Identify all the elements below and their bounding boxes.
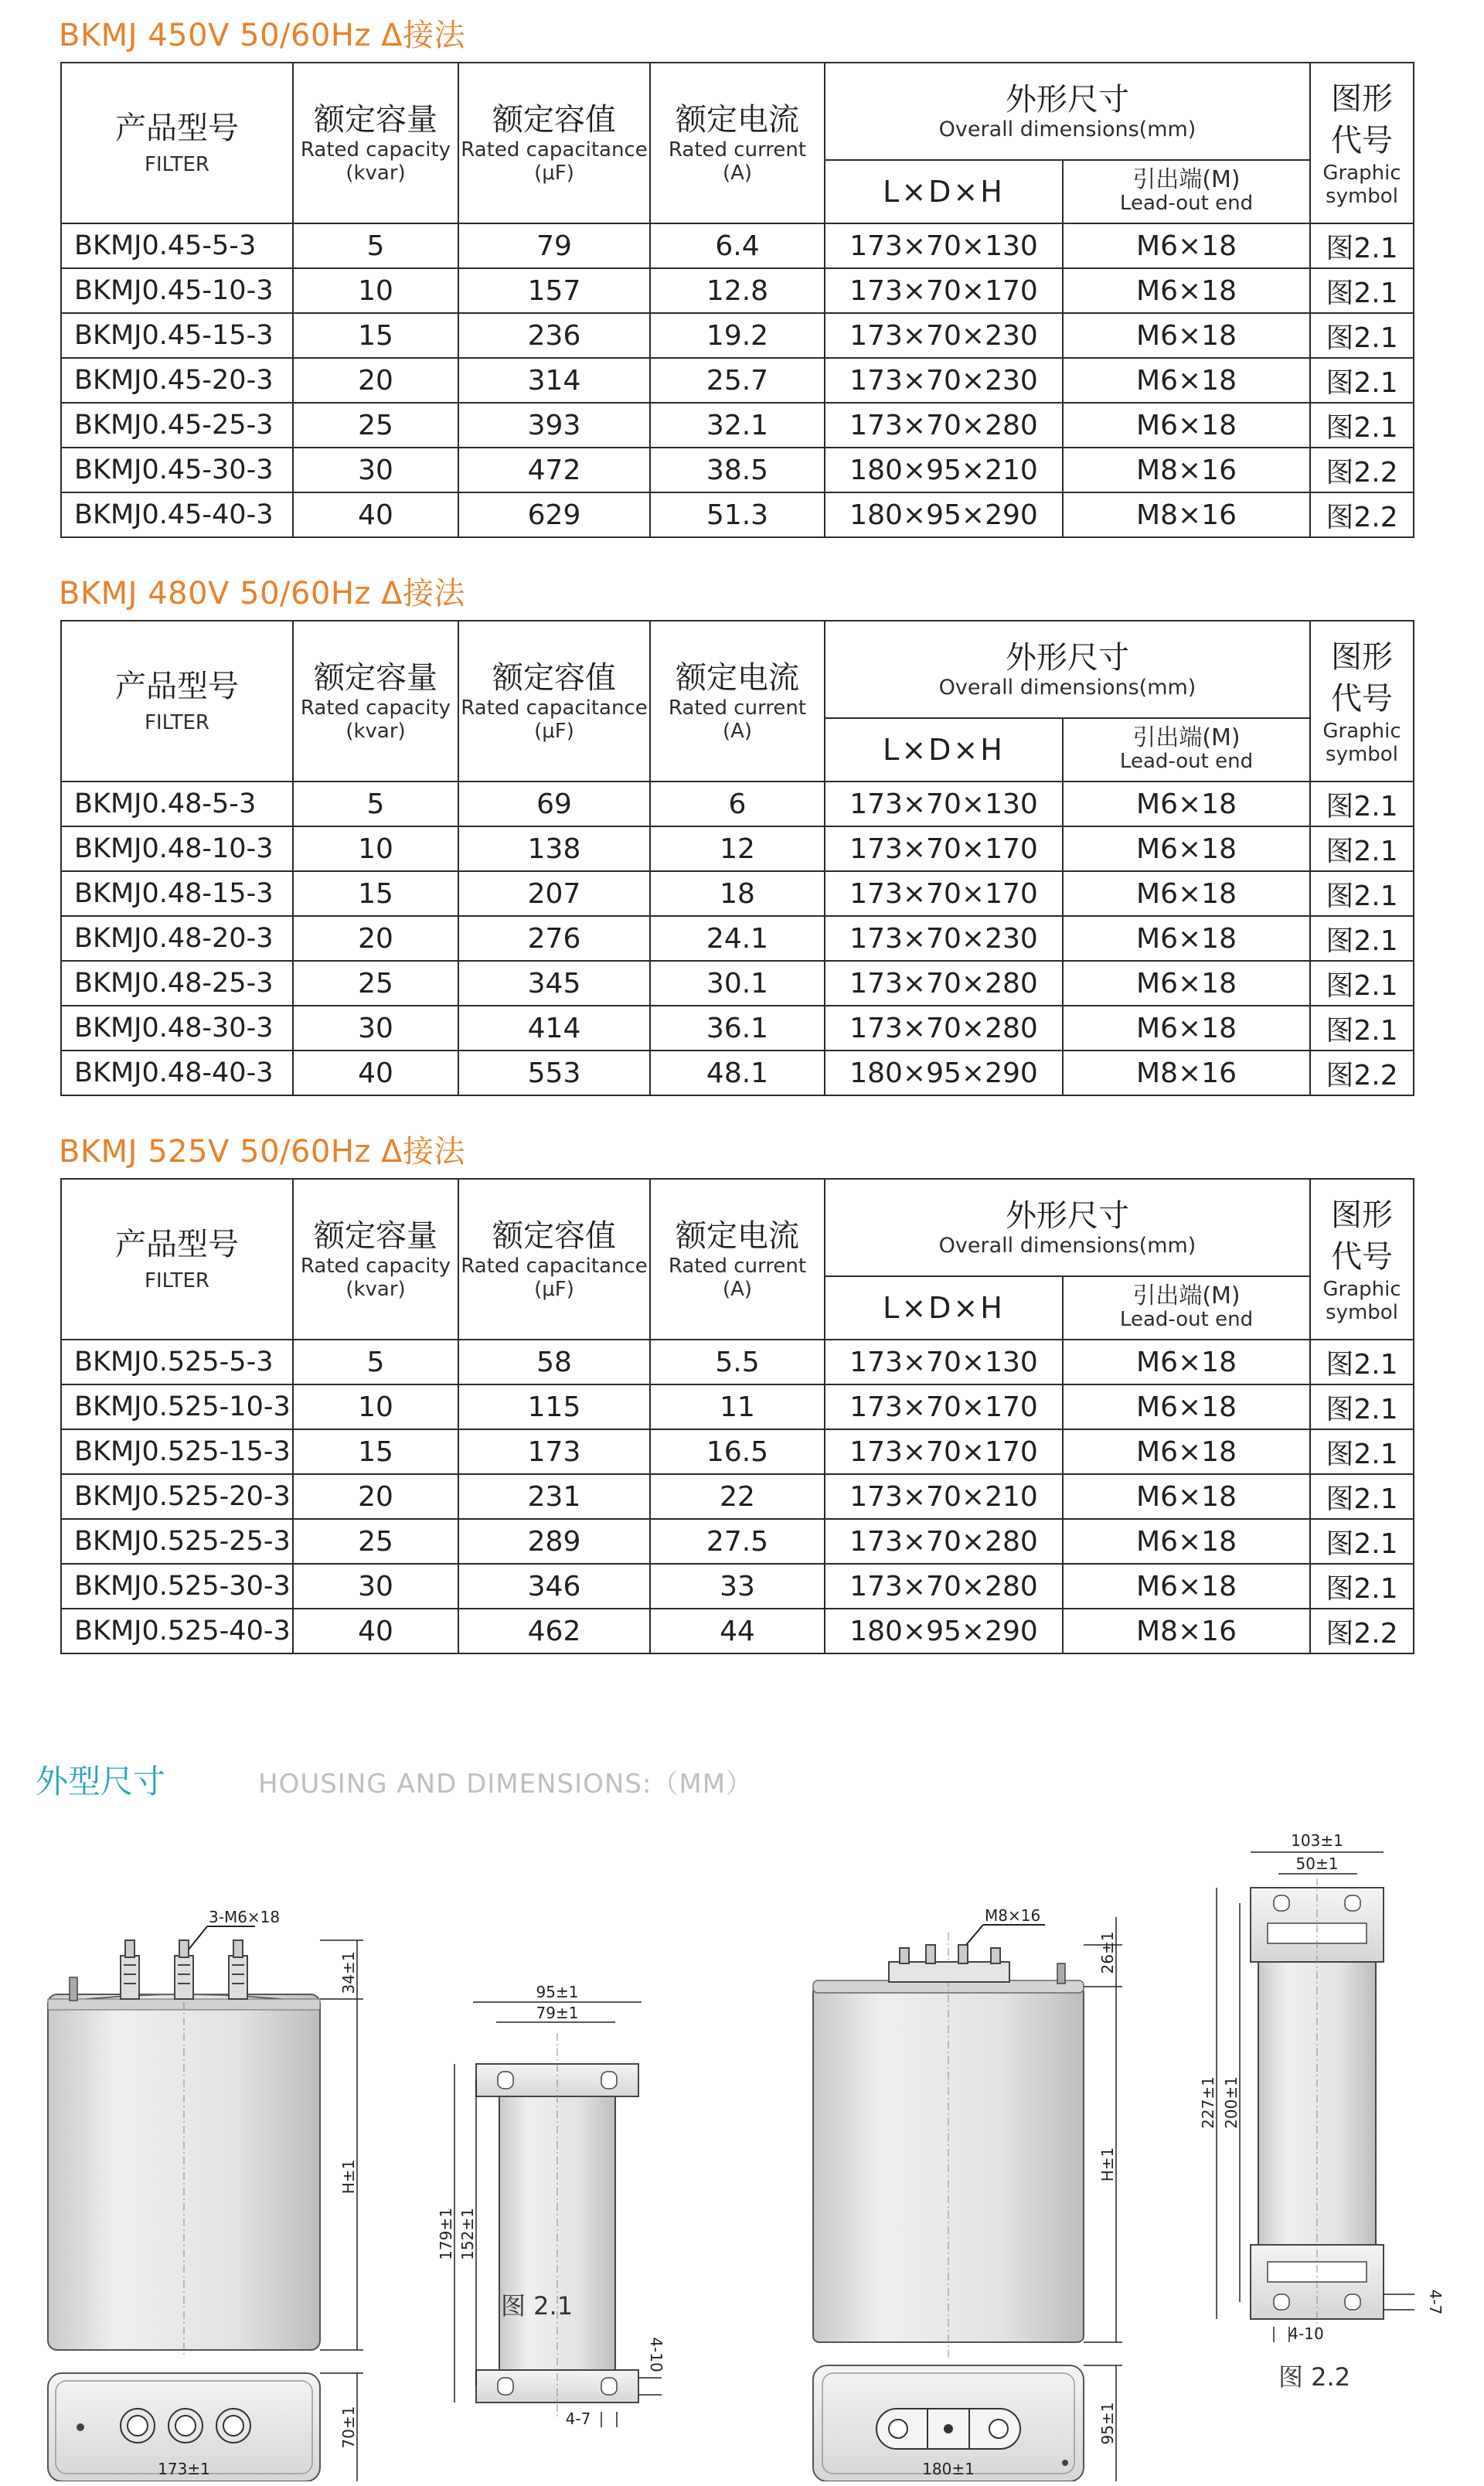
cell-capacity: 30 [293, 1006, 458, 1051]
cell-capacitance: 345 [458, 961, 650, 1006]
dimensions-title-zh: 外型尺寸 [36, 1762, 166, 1800]
cell-model: BKMJ0.48-25-3 [61, 961, 293, 1006]
fig22-top-dim: 26±1 [1098, 1931, 1117, 1974]
cell-current: 36.1 [650, 1006, 825, 1051]
header-current: 额定电流 Rated current (A) [650, 63, 825, 223]
header-capacity: 额定容量 Rated capacity (kvar) [293, 1179, 458, 1340]
header-graphic: 图形 代号 Graphic symbol [1310, 63, 1414, 223]
header-leadout: 引出端(M) Lead-out end [1063, 160, 1310, 223]
fig22-length-outer: 227±1 [1199, 2076, 1217, 2129]
cell-graphic: 图2.1 [1310, 782, 1414, 826]
cell-model: BKMJ0.525-15-3 [61, 1429, 293, 1474]
table-header-row [61, 1179, 1414, 1276]
cell-capacity: 25 [293, 403, 458, 448]
cell-leadout: M6×18 [1063, 1006, 1310, 1051]
cell-graphic: 图2.2 [1310, 1609, 1414, 1653]
header-dimensions: 外形尺寸 Overall dimensions(mm) [825, 63, 1310, 160]
fig21-depth-dim: 70±1 [339, 2406, 358, 2449]
cell-current: 12 [650, 826, 825, 871]
cell-leadout: M6×18 [1063, 1384, 1310, 1429]
cell-model: BKMJ0.525-10-3 [61, 1384, 293, 1429]
cell-graphic: 图2.1 [1310, 1340, 1414, 1384]
header-capacity: 额定容量 Rated capacity (kvar) [293, 621, 458, 782]
fig22-terminal-posts [889, 1945, 1065, 1984]
fig21-length-inner: 152±1 [458, 2208, 477, 2260]
cell-current: 16.5 [650, 1429, 825, 1474]
cell-model: BKMJ0.45-25-3 [61, 403, 293, 448]
cell-dimensions: 173×70×230 [825, 313, 1063, 358]
cell-model: BKMJ0.525-5-3 [61, 1340, 293, 1384]
cell-capacitance: 79 [458, 223, 650, 268]
cell-capacity: 20 [293, 1474, 458, 1519]
header-dimensions: 外形尺寸 Overall dimensions(mm) [825, 1179, 1310, 1276]
fig21-side-view [437, 1983, 665, 2428]
cell-leadout: M8×16 [1063, 492, 1310, 537]
table-row [61, 492, 1414, 537]
cell-capacitance: 289 [458, 1519, 650, 1564]
terminal-posts [70, 1940, 247, 2001]
table-row [61, 268, 1414, 313]
fig22-length-inner: 200±1 [1222, 2076, 1241, 2129]
dimensions-title-en: HOUSING AND DIMENSIONS:（MM） [258, 1769, 754, 1800]
cell-leadout: M6×18 [1063, 403, 1310, 448]
header-model: 产品型号 FILTER [61, 63, 293, 223]
header-leadout: 引出端(M) Lead-out end [1063, 718, 1310, 782]
fig21-width-dim: 173±1 [158, 2460, 210, 2478]
cell-dimensions: 173×70×280 [825, 1519, 1063, 1564]
cell-current: 19.2 [650, 313, 825, 358]
cell-graphic: 图2.1 [1310, 358, 1414, 403]
cell-dimensions: 173×70×230 [825, 916, 1063, 961]
cell-capacitance: 553 [458, 1051, 650, 1095]
cell-leadout: M6×18 [1063, 871, 1310, 916]
cell-leadout: M6×18 [1063, 313, 1310, 358]
table-row [61, 916, 1414, 961]
cell-dimensions: 173×70×130 [825, 223, 1063, 268]
cell-model: BKMJ0.45-5-3 [61, 223, 293, 268]
cell-current: 5.5 [650, 1340, 825, 1384]
cell-current: 38.5 [650, 448, 825, 492]
table-row [61, 1051, 1414, 1095]
fig21-slot-dim: 4-10 [647, 2337, 665, 2372]
header-capacitance: 额定容值 Rated capacitance (μF) [458, 621, 650, 782]
fig21-edge-dim: 4-7 [565, 2409, 591, 2428]
cell-model: BKMJ0.48-10-3 [61, 826, 293, 871]
cell-leadout: M6×18 [1063, 1429, 1310, 1474]
cell-capacitance: 236 [458, 313, 650, 358]
cell-capacitance: 58 [458, 1340, 650, 1384]
cell-dimensions: 173×70×280 [825, 1564, 1063, 1609]
table-header-row [61, 63, 1414, 160]
cell-graphic: 图2.1 [1310, 223, 1414, 268]
cell-capacitance: 276 [458, 916, 650, 961]
cell-graphic: 图2.1 [1310, 313, 1414, 358]
dimensions-heading [0, 1756, 1484, 1803]
cell-current: 44 [650, 1609, 825, 1653]
fig22-front-view [813, 1906, 1122, 2358]
cell-model: BKMJ0.45-40-3 [61, 492, 293, 537]
table-header-row [61, 621, 1414, 718]
table-body [61, 223, 1414, 537]
fig22-depth-dim: 95±1 [1098, 2402, 1117, 2445]
cell-dimensions: 173×70×130 [825, 782, 1063, 826]
cell-graphic: 图2.1 [1310, 1519, 1414, 1564]
header-leadout: 引出端(M) Lead-out end [1063, 1276, 1310, 1340]
table-row [61, 223, 1414, 268]
table-row [61, 782, 1414, 826]
cell-capacity: 5 [293, 223, 458, 268]
table-row [61, 313, 1414, 358]
cell-model: BKMJ0.45-20-3 [61, 358, 293, 403]
cell-capacity: 5 [293, 1340, 458, 1384]
cell-current: 12.8 [650, 268, 825, 313]
header-graphic: 图形 代号 Graphic symbol [1310, 1179, 1414, 1340]
cell-capacity: 15 [293, 1429, 458, 1474]
cell-current: 51.3 [650, 492, 825, 537]
cell-dimensions: 173×70×130 [825, 1340, 1063, 1384]
cell-model: BKMJ0.525-30-3 [61, 1564, 293, 1609]
cell-capacity: 25 [293, 1519, 458, 1564]
fig21-front-view [48, 1908, 363, 2358]
cell-capacity: 25 [293, 961, 458, 1006]
cell-capacitance: 69 [458, 782, 650, 826]
fig22-slot-dim: 4-10 [1288, 2324, 1324, 2343]
cell-capacitance: 207 [458, 871, 650, 916]
header-capacity: 额定容量 Rated capacity (kvar) [293, 63, 458, 223]
table-row [61, 826, 1414, 871]
cell-current: 6.4 [650, 223, 825, 268]
cell-capacity: 20 [293, 358, 458, 403]
table-row [61, 403, 1414, 448]
spec-table-480v [60, 620, 1414, 1096]
cell-capacity: 10 [293, 268, 458, 313]
cell-graphic: 图2.1 [1310, 1474, 1414, 1519]
cell-graphic: 图2.1 [1310, 871, 1414, 916]
cell-capacity: 30 [293, 1564, 458, 1609]
cell-dimensions: 173×70×170 [825, 268, 1063, 313]
cell-dimensions: 180×95×210 [825, 448, 1063, 492]
header-model: 产品型号 FILTER [61, 1179, 293, 1340]
cell-dimensions: 173×70×280 [825, 403, 1063, 448]
cell-current: 6 [650, 782, 825, 826]
cell-model: BKMJ0.48-20-3 [61, 916, 293, 961]
cell-leadout: M8×16 [1063, 448, 1310, 492]
cell-leadout: M6×18 [1063, 358, 1310, 403]
header-graphic: 图形 代号 Graphic symbol [1310, 621, 1414, 782]
table-body [61, 1340, 1414, 1653]
header-ldh: L×D×H [825, 1276, 1063, 1340]
cell-dimensions: 180×95×290 [825, 492, 1063, 537]
cell-leadout: M8×16 [1063, 1051, 1310, 1095]
cell-capacitance: 629 [458, 492, 650, 537]
cell-graphic: 图2.1 [1310, 403, 1414, 448]
table-row [61, 871, 1414, 916]
cell-capacity: 40 [293, 1609, 458, 1653]
cell-graphic: 图2.2 [1310, 492, 1414, 537]
cell-capacity: 40 [293, 1051, 458, 1095]
cell-dimensions: 173×70×170 [825, 1384, 1063, 1429]
fig22-side-view [1199, 1831, 1445, 2343]
cell-capacity: 10 [293, 1384, 458, 1429]
table-row [61, 358, 1414, 403]
cell-current: 48.1 [650, 1051, 825, 1095]
cell-capacity: 30 [293, 448, 458, 492]
cell-dimensions: 173×70×170 [825, 1429, 1063, 1474]
cell-capacitance: 462 [458, 1609, 650, 1653]
cell-model: BKMJ0.48-40-3 [61, 1051, 293, 1095]
spec-table-450v [60, 62, 1414, 538]
cell-capacity: 5 [293, 782, 458, 826]
fig21-outer-width: 95±1 [536, 1983, 579, 2001]
header-dimensions: 外形尺寸 Overall dimensions(mm) [825, 621, 1310, 718]
cell-leadout: M6×18 [1063, 1564, 1310, 1609]
spec-table-525v [60, 1178, 1414, 1654]
table-title-525v: BKMJ 525V 50/60Hz Δ接法 [59, 1134, 466, 1170]
cell-capacity: 15 [293, 871, 458, 916]
cell-graphic: 图2.1 [1310, 1429, 1414, 1474]
cell-capacity: 10 [293, 826, 458, 871]
cell-current: 25.7 [650, 358, 825, 403]
cell-graphic: 图2.1 [1310, 916, 1414, 961]
cell-graphic: 图2.1 [1310, 1384, 1414, 1429]
cell-current: 27.5 [650, 1519, 825, 1564]
header-current: 额定电流 Rated current (A) [650, 621, 825, 782]
cell-capacitance: 157 [458, 268, 650, 313]
fig22-width-dim: 180±1 [922, 2460, 975, 2478]
cell-model: BKMJ0.525-40-3 [61, 1609, 293, 1653]
cell-current: 24.1 [650, 916, 825, 961]
fig21-length-outer: 179±1 [437, 2208, 455, 2260]
table-title-450v: BKMJ 450V 50/60Hz Δ接法 [59, 18, 466, 53]
fig22-caption: 图 2.2 [1278, 2362, 1351, 2392]
dimension-drawings [0, 1801, 1484, 2481]
cell-current: 30.1 [650, 961, 825, 1006]
cell-model: BKMJ0.48-15-3 [61, 871, 293, 916]
cell-current: 33 [650, 1564, 825, 1609]
fig22-inner-width: 50±1 [1295, 1854, 1339, 1873]
cell-graphic: 图2.1 [1310, 268, 1414, 313]
cell-leadout: M6×18 [1063, 1340, 1310, 1384]
fig21-caption: 图 2.1 [501, 2291, 574, 2321]
cell-model: BKMJ0.45-15-3 [61, 313, 293, 358]
cell-capacity: 40 [293, 492, 458, 537]
cell-capacitance: 231 [458, 1474, 650, 1519]
cell-leadout: M6×18 [1063, 1474, 1310, 1519]
table-row [61, 1340, 1414, 1384]
cell-dimensions: 180×95×290 [825, 1051, 1063, 1095]
fig21-top-dim: 34±1 [339, 1951, 358, 1994]
cell-model: BKMJ0.45-30-3 [61, 448, 293, 492]
cell-model: BKMJ0.525-25-3 [61, 1519, 293, 1564]
cell-model: BKMJ0.48-5-3 [61, 782, 293, 826]
cell-leadout: M6×18 [1063, 1519, 1310, 1564]
fig21-inner-width: 79±1 [536, 2004, 579, 2022]
cell-dimensions: 173×70×170 [825, 826, 1063, 871]
cell-leadout: M6×18 [1063, 223, 1310, 268]
cell-dimensions: 173×70×230 [825, 358, 1063, 403]
cell-leadout: M8×16 [1063, 1609, 1310, 1653]
cell-capacity: 20 [293, 916, 458, 961]
cell-capacitance: 173 [458, 1429, 650, 1474]
header-capacitance: 额定容值 Rated capacitance (μF) [458, 1179, 650, 1340]
cell-graphic: 图2.2 [1310, 448, 1414, 492]
cell-graphic: 图2.1 [1310, 826, 1414, 871]
cell-capacity: 15 [293, 313, 458, 358]
cell-leadout: M6×18 [1063, 782, 1310, 826]
fig21-terminal-label: 3-M6×18 [209, 1908, 281, 1926]
cell-dimensions: 173×70×280 [825, 961, 1063, 1006]
cell-model: BKMJ0.45-10-3 [61, 268, 293, 313]
table-row [61, 961, 1414, 1006]
cell-current: 18 [650, 871, 825, 916]
cell-capacitance: 414 [458, 1006, 650, 1051]
cell-graphic: 图2.1 [1310, 1006, 1414, 1051]
cell-leadout: M6×18 [1063, 961, 1310, 1006]
cell-capacitance: 346 [458, 1564, 650, 1609]
cell-capacitance: 314 [458, 358, 650, 403]
header-model: 产品型号 FILTER [61, 621, 293, 782]
table-row [61, 1474, 1414, 1519]
table-row [61, 1564, 1414, 1609]
cell-dimensions: 173×70×280 [825, 1006, 1063, 1051]
cell-capacitance: 115 [458, 1384, 650, 1429]
cell-capacitance: 138 [458, 826, 650, 871]
table-title-480v: BKMJ 480V 50/60Hz Δ接法 [59, 576, 466, 611]
cell-current: 11 [650, 1384, 825, 1429]
cell-model: BKMJ0.48-30-3 [61, 1006, 293, 1051]
table-body [61, 782, 1414, 1095]
fig22-height-dim: H±1 [1098, 2147, 1117, 2182]
header-current: 额定电流 Rated current (A) [650, 1179, 825, 1340]
fig22-outer-width: 103±1 [1291, 1831, 1343, 1850]
cell-model: BKMJ0.525-20-3 [61, 1474, 293, 1519]
cell-current: 32.1 [650, 403, 825, 448]
cell-leadout: M6×18 [1063, 268, 1310, 313]
cell-graphic: 图2.1 [1310, 1564, 1414, 1609]
cell-current: 22 [650, 1474, 825, 1519]
cell-leadout: M6×18 [1063, 826, 1310, 871]
cell-dimensions: 180×95×290 [825, 1609, 1063, 1653]
table-row [61, 1006, 1414, 1051]
fig22-terminal-label: M8×16 [985, 1906, 1041, 1925]
fig22-edge-dim: 4-7 [1426, 2289, 1445, 2315]
table-row [61, 448, 1414, 492]
header-ldh: L×D×H [825, 160, 1063, 223]
table-row [61, 1429, 1414, 1474]
cell-leadout: M6×18 [1063, 916, 1310, 961]
table-row [61, 1609, 1414, 1653]
cell-dimensions: 173×70×210 [825, 1474, 1063, 1519]
table-row [61, 1384, 1414, 1429]
header-capacitance: 额定容值 Rated capacitance (μF) [458, 63, 650, 223]
header-ldh: L×D×H [825, 718, 1063, 782]
cell-capacitance: 472 [458, 448, 650, 492]
cell-capacitance: 393 [458, 403, 650, 448]
cell-graphic: 图2.2 [1310, 1051, 1414, 1095]
table-row [61, 1519, 1414, 1564]
cell-dimensions: 173×70×170 [825, 871, 1063, 916]
fig21-height-dim: H±1 [339, 2159, 358, 2195]
cell-graphic: 图2.1 [1310, 961, 1414, 1006]
